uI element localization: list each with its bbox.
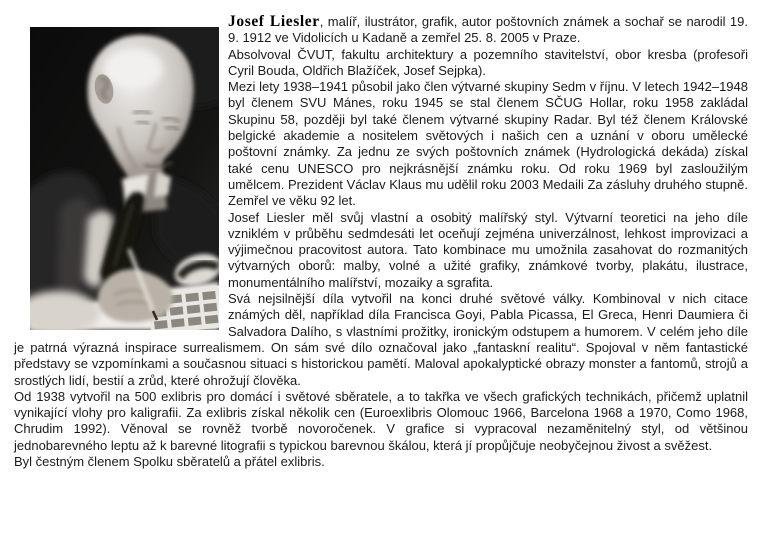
paragraph: Byl čestným členem Spolku sběratelů a přátel exlibris.	[14, 454, 325, 470]
artist-name: Josef Liesler	[228, 13, 320, 30]
lead-paragraph-text: , malíř, ilustrátor, grafik, autor poštovních známek a sochař se narodil 19. 9. 1912 ve Vidolicích u Kadaně a zemřel 25. 8. 2005 v Praze.	[228, 14, 748, 46]
paragraph: Absolvoval ČVUT, fakultu architektury a pozemního stavitelství, obor kresba (profesoři Cyril Bouda, Oldřich Blažíček, Josef Sejpka).	[228, 46, 748, 78]
paragraph: Svá nejsilnější díla vytvořil na konci druhé světové války. Kombinoval v nich citace známých děl, například díla Francisca Goyi, Pabla Picassa, El Greca, Henri Daumiera či Salvadora Dalího, s vlastními prožitky, ironickým odstupem a humorem. V celém jeho díle je patrná výrazná inspirace surrealismem. On sám své dílo označoval jako „fantaskní realitu“. Spojoval v něm fantastické představy se vzpomínkami a současnou situaci s historickou pamětí. Maloval apokalyptické obrazy monster a fantomů, strojů a srostlých lidí, bestií a zrůd, které ohrožují člověka.	[14, 291, 748, 388]
paragraph: Josef Liesler měl svůj vlastní a osobitý malířský styl. Výtvarní teoretici na jeho díle vzniklém v průběhu sedmdesáti let oceňují zejména univerzálnost, lehkost improvizaci a výjimečnou pracovitost autora. Tato kombinace mu umožnila zasahovat do rozmanitých výtvarných oborů: malby, volné a užité grafiky, známkové tvorby, plakátu, ilustrace, monumentálního malířství, mozaiky a sgrafita.	[228, 209, 748, 290]
paragraph: Mezi lety 1938–1941 působil jako člen výtvarné skupiny Sedm v říjnu. V letech 1942–1948 byl členem SVU Mánes, roku 1945 se stal členem SČUG Hollar, roku 1958 zakládal Skupinu 58, později byl také členem výtvarné skupiny Radar. Byl též členem Královské belgické akademie a nositelem světových i našich cen a uznání v oboru umělecké poštovní známky. Za jednu ze svých poštovních známek (Hydrologická dekáda) získal také cenu UNESCO pro nejkrásnější známku roku. Od roku 1969 byl zasloužilým umělcem. Prezident Václav Klaus mu udělil roku 2003 Medaili Za zásluhy druhého stupně. Zemřel ve věku 92 let.	[228, 79, 748, 209]
paragraph: Od 1938 vytvořil na 500 exlibris pro domácí i světové sběratele, a to takřka ve všech grafických technikách, přičemž uplatnil vynikající vlohy pro kaligrafii. Za exlibris získal několik cen (Euroexlibris Olomouc 1966, Barcelona 1968 a 1970, Como 1968, Chrudim 1992). Věnoval se rovněž tvorbě novoročenek. V grafice si vypracoval nezaměnitelný styl, od většinou jednobarevného leptu až k barevné litografii s typickou barevnou škálou, která jí propůjčuje neobyčejnou živost a svěžest.	[14, 388, 748, 453]
portrait-photo	[30, 27, 219, 330]
portrait-photo-image	[30, 27, 219, 330]
